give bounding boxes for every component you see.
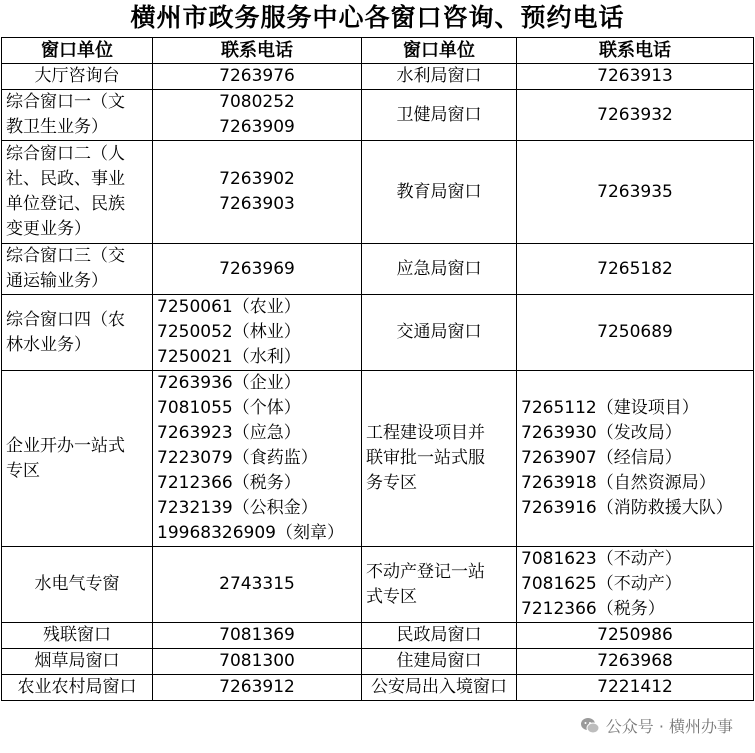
left-unit-cell-line: 教卫生业务） (6, 117, 108, 137)
right-phone-cell-line: 7265112（建设项目） (521, 398, 699, 418)
right-phone-cell (517, 90, 754, 141)
left-unit-cell (2, 141, 153, 244)
left-phone-cell-line: 7250052（林业） (157, 322, 301, 342)
left-phone-cell-line: 7250021（水利） (157, 347, 301, 367)
table-row (2, 64, 754, 90)
right-phone-cell-line: 7263918（自然资源局） (521, 473, 716, 493)
left-phone-cell (153, 649, 362, 675)
left-phone-cell-line: 7263923（应急） (157, 423, 301, 443)
table-row (2, 623, 754, 649)
header-row (2, 38, 754, 64)
right-phone-cell (517, 547, 754, 623)
left-phone-cell-line: 7263902 (219, 169, 295, 189)
right-unit-cell (362, 623, 517, 649)
left-phone-cell (153, 244, 362, 295)
left-phone-cell-line: 7263912 (219, 677, 295, 697)
right-unit-cell-line: 公安局出入境窗口 (371, 677, 507, 697)
right-unit-cell-line: 民政局窗口 (396, 625, 482, 645)
left-unit-cell-line: 企业开办一站式 (6, 435, 125, 456)
right-unit-cell-line: 卫健局窗口 (396, 104, 482, 125)
right-phone-cell-line: 7263907（经信局） (521, 448, 682, 468)
right-unit-cell (362, 649, 517, 675)
right-phone-cell-line: 7263935 (597, 181, 673, 202)
left-phone-cell (153, 64, 362, 90)
table-row (2, 649, 754, 675)
left-unit-cell (2, 295, 153, 371)
right-phone-cell-line: 7081623（不动产） (521, 549, 682, 569)
right-phone-cell (517, 675, 754, 701)
right-phone-cell (517, 649, 754, 675)
right-unit-cell-line: 务专区 (366, 473, 417, 493)
left-unit-cell-line: 综合窗口三（交 (6, 246, 125, 266)
right-phone-cell (517, 623, 754, 649)
right-unit-cell (362, 675, 517, 701)
left-phone-cell-line: 7081300 (219, 651, 295, 671)
right-unit-cell (362, 547, 517, 623)
right-phone-cell-line: 7263916（消防救援大队） (521, 498, 733, 518)
table-row (2, 141, 754, 244)
left-unit-cell (2, 371, 153, 547)
left-phone-cell (153, 141, 362, 244)
left-unit-cell-line: 农业农村局窗口 (17, 677, 137, 697)
left-phone-cell-line: 7263936（企业） (157, 373, 301, 393)
right-unit-cell-line: 水利局窗口 (396, 66, 482, 86)
left-phone-cell-line: 7232139（公积金） (157, 498, 318, 518)
table-row (2, 675, 754, 701)
table-row (2, 295, 754, 371)
left-unit-cell-line: 大厅咨询台 (34, 66, 120, 86)
left-phone-cell-line: 7081055（个体） (157, 398, 301, 418)
left-phone-cell-line: 7223079（食药监） (157, 448, 318, 468)
left-phone-cell-line: 7263909 (219, 117, 295, 137)
left-unit-cell-line: 水电气专窗 (34, 574, 120, 594)
right-phone-cell-line: 7265182 (597, 258, 673, 279)
table-row (2, 547, 754, 623)
right-phone-cell (517, 371, 754, 547)
left-unit-cell-line: 专区 (6, 460, 40, 481)
left-unit-cell-line: 残联窗口 (43, 625, 111, 645)
left-unit-cell (2, 90, 153, 141)
left-unit-cell (2, 675, 153, 701)
header-unit-right: 窗口单位 (362, 38, 517, 64)
table-row (2, 371, 754, 547)
left-unit-cell-line: 单位登记、民族 (6, 194, 125, 214)
right-unit-cell-line: 教育局窗口 (396, 181, 482, 202)
right-unit-cell-line: 式专区 (366, 586, 417, 607)
left-unit-cell-line: 综合窗口二（人 (6, 144, 125, 164)
left-unit-cell (2, 64, 153, 90)
wechat-icon (580, 717, 600, 735)
right-unit-cell (362, 244, 517, 295)
left-phone-cell (153, 547, 362, 623)
left-unit-cell-line: 社、民政、事业 (6, 169, 125, 189)
right-phone-cell-line: 7263932 (597, 104, 673, 125)
contact-table (1, 37, 754, 701)
right-unit-cell-line: 工程建设项目并 (366, 423, 485, 443)
right-unit-cell (362, 141, 517, 244)
right-phone-cell-line: 7263930（发改局） (521, 423, 682, 443)
right-phone-cell (517, 141, 754, 244)
right-phone-cell (517, 64, 754, 90)
left-phone-cell-line: 7263976 (219, 66, 295, 86)
right-phone-cell-line: 7250986 (597, 625, 673, 645)
left-phone-cell-line: 2743315 (219, 574, 295, 594)
right-unit-cell-line: 交通局窗口 (396, 322, 482, 342)
right-phone-cell (517, 295, 754, 371)
page-title: 横州市政务服务中心各窗口咨询、预约电话 (130, 3, 625, 32)
left-unit-cell-line: 综合窗口四（农 (6, 309, 125, 330)
right-phone-cell-line: 7250689 (597, 322, 673, 342)
right-unit-cell-line: 不动产登记一站 (366, 561, 485, 582)
header-phone-left: 联系电话 (153, 38, 362, 64)
left-phone-cell (153, 295, 362, 371)
watermark-text: 公众号 · 横州办事 (605, 717, 733, 736)
left-unit-cell (2, 244, 153, 295)
right-phone-cell (517, 244, 754, 295)
left-phone-cell-line: 7212366（税务） (157, 473, 301, 493)
left-unit-cell (2, 547, 153, 623)
header-unit-left: 窗口单位 (2, 38, 153, 64)
left-phone-cell-line: 7263903 (219, 194, 295, 214)
left-phone-cell (153, 90, 362, 141)
right-unit-cell-line: 住建局窗口 (396, 651, 482, 671)
left-unit-cell (2, 623, 153, 649)
left-phone-cell-line: 19968326909（刻章） (157, 523, 344, 543)
left-phone-cell-line: 7263969 (219, 258, 295, 279)
watermark (580, 714, 733, 737)
table-row (2, 90, 754, 141)
right-unit-cell (362, 90, 517, 141)
right-phone-cell-line: 7212366（税务） (521, 599, 665, 619)
left-phone-cell (153, 623, 362, 649)
left-unit-cell (2, 649, 153, 675)
left-phone-cell (153, 371, 362, 547)
right-unit-cell-line: 应急局窗口 (396, 258, 482, 279)
right-unit-cell (362, 295, 517, 371)
right-unit-cell (362, 371, 517, 547)
left-unit-cell-line: 通运输业务） (6, 271, 108, 291)
left-unit-cell-line: 综合窗口一（文 (6, 92, 125, 112)
left-phone-cell-line: 7081369 (219, 625, 295, 645)
left-unit-cell-line: 变更业务） (6, 219, 91, 239)
right-unit-cell-line: 联审批一站式服 (366, 448, 485, 468)
left-unit-cell-line: 林水业务） (6, 334, 91, 355)
left-unit-cell-line: 烟草局窗口 (34, 651, 120, 671)
left-phone-cell-line: 7080252 (219, 92, 295, 112)
left-phone-cell-line: 7250061（农业） (157, 297, 301, 317)
right-phone-cell-line: 7263968 (597, 651, 673, 671)
right-phone-cell-line: 7263913 (597, 66, 673, 86)
table-row (2, 244, 754, 295)
right-unit-cell (362, 64, 517, 90)
right-phone-cell-line: 7221412 (597, 677, 673, 697)
header-phone-right: 联系电话 (517, 38, 754, 64)
right-phone-cell-line: 7081625（不动产） (521, 574, 682, 594)
left-phone-cell (153, 675, 362, 701)
